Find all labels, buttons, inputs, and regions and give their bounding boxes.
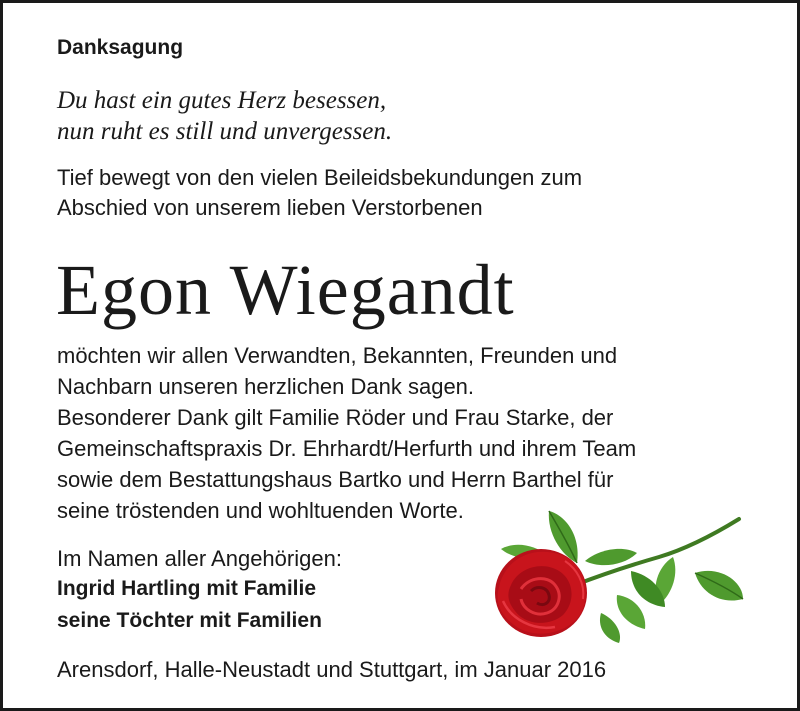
poem — [57, 85, 392, 147]
intro-line-2: Abschied von unserem lieben Verstorbenen — [57, 195, 483, 220]
poem-line-1: Du hast ein gutes Herz besessen, — [57, 87, 387, 114]
intro-text — [57, 163, 582, 223]
body-line-3: Besonderer Dank gilt Familie Röder und Frau Starke, der — [57, 405, 614, 430]
body-line-1: möchten wir allen Verwandten, Bekannten, Freunden und — [57, 343, 618, 368]
body-line-4: Gemeinschaftspraxis Dr. Ehrhardt/Herfurth und ihrem Team — [57, 436, 637, 461]
on-behalf-line: Im Namen aller Angehörigen: — [57, 546, 342, 571]
body-line-6: seine tröstenden und wohltuenden Worte. — [57, 498, 464, 523]
deceased-name: Egon Wiegandt — [56, 250, 515, 330]
intro-line-1: Tief bewegt von den vielen Beileidsbekundungen zum — [57, 165, 583, 190]
poem-line-2: nun ruht es still und unvergessen. — [57, 118, 393, 145]
place-and-date: Arensdorf, Halle-Neustadt und Stuttgart, im Januar 2016 — [57, 657, 607, 682]
thanks-body — [57, 340, 636, 526]
signer-2: seine Töchter mit Familien — [57, 609, 322, 632]
rose-bloom — [495, 549, 587, 637]
notice-heading: Danksagung — [57, 36, 184, 59]
body-line-5: sowie dem Bestattungshaus Bartko und Herrn Barthel für — [57, 467, 614, 492]
body-line-2: Nachbarn unseren herzlichen Dank sagen. — [57, 374, 475, 399]
rose-image — [481, 501, 747, 647]
signer-1: Ingrid Hartling mit Familie — [57, 577, 317, 600]
